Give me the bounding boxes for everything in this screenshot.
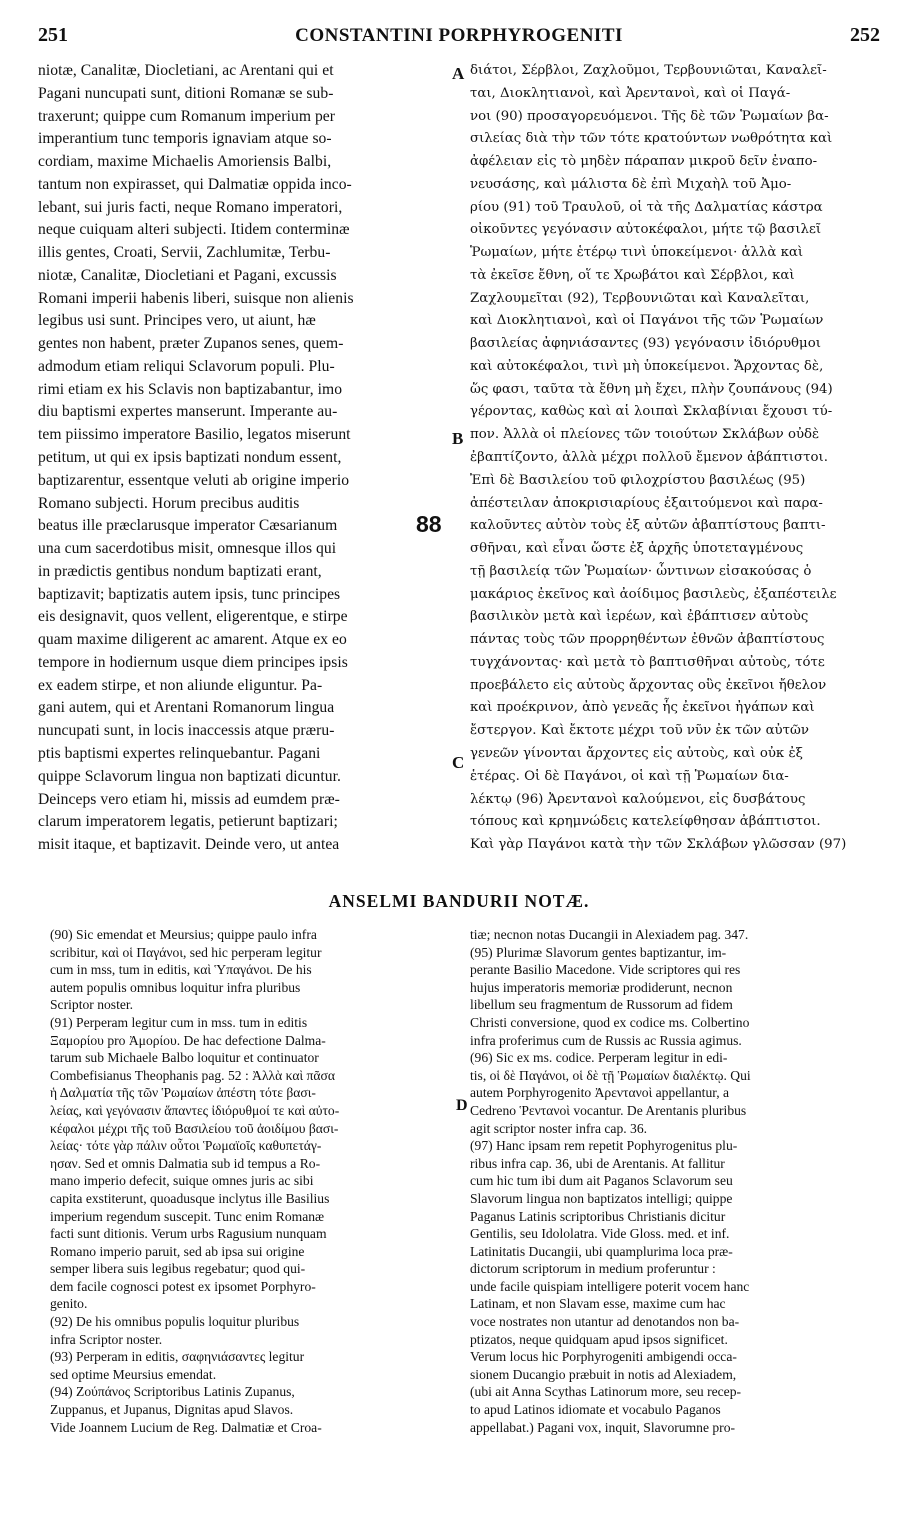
- greek-text-line: καὶ προέκρινον, ἀπὸ γενεᾶς ἧς ἐκεῖνοι ἠγάπων καὶ: [470, 700, 815, 716]
- latin-text-line: imperantium tunc temporis ignaviam atque so-: [38, 130, 332, 148]
- greek-text-line: τόπους καὶ κρημνώδεις κατελείφθησαν ἀβάπτιστοι.: [470, 814, 821, 830]
- note-line: Latinitatis Ducangii, ubi quamplurima loca præ-: [470, 1243, 733, 1259]
- greek-text-line: Ἐπὶ δὲ Βασιλείου τοῦ φιλοχρίστου βασιλέως (95): [470, 472, 806, 488]
- latin-text-line: quam maxime diligerent ac amarent. Atque ex eo: [38, 631, 347, 649]
- latin-text-line: lebant, sui juris facti, neque Romano imperatori,: [38, 198, 343, 216]
- greek-text-line: ὥς φασι, ταῦτα τὰ ἔθνη μὴ ἔχει, πλὴν ζουπάνους (94): [470, 381, 833, 397]
- greek-text-line: νοι (90) προσαγορευόμενοι. Τῆς δὲ τῶν Ῥωμαίων βα-: [470, 108, 829, 124]
- greek-text-column: [470, 60, 882, 857]
- greek-text-line: τῇ βασιλείᾳ τῶν Ῥωμαίων· ὧντινων εἰσακούσας ὁ: [470, 563, 812, 579]
- greek-text-line: γέροντας, καθὼς καὶ αἱ λοιπαὶ Σκλαβίνιαι ἔχουσι τύ-: [470, 404, 833, 420]
- note-line: capita exstiterunt, quoadusque inclytus ille Basilius: [50, 1190, 330, 1206]
- latin-text-line: ptis baptismi expertes relinquebantur. Pagani: [38, 744, 321, 762]
- note-line: imperium regendum suscepit. Tunc enim Romanæ: [50, 1208, 325, 1224]
- latin-text-line: Romani imperii habenis liberi, suisque non alienis: [38, 289, 354, 307]
- greek-text-line: ρίου (91) τοῦ Τραυλοῦ, οἱ τὰ τῆς Δαλματίας κάστρα: [470, 199, 823, 215]
- note-line: autem populis omnibus loquitur infra pluribus: [50, 979, 301, 995]
- latin-text-line: beatus ille præclarusque imperator Cæsarianum: [38, 517, 338, 535]
- note-line: λείας, καὶ γεγόνασιν ἅπαντες ἰδιόρυθμοί τε καὶ αὐτο-: [50, 1102, 340, 1118]
- latin-text-line: tem piissimo imperatore Basilio, legatos miserunt: [38, 426, 351, 444]
- note-line: dem facile cognosci potest ex ipsomet Porphyro-: [50, 1278, 316, 1294]
- note-line: ησαν. Sed et omnis Dalmatia sub id tempus a Ro-: [50, 1155, 321, 1171]
- latin-text-line: traxerunt; quippe cum Romanum imperium per: [38, 107, 336, 125]
- note-line: Ξαμορίου pro Ἀμορίου. De hac defectione Dalma-: [50, 1032, 326, 1048]
- note-line: semper libera suis legibus regebatur; quod qui-: [50, 1261, 306, 1277]
- greek-text-line: βασιλείας ἀφηνιάσαντες (93) γεγόνασιν ἰδιόρυθμοι: [470, 336, 821, 352]
- latin-text-line: Pagani nuncupati sunt, ditioni Romanæ se sub-: [38, 84, 334, 102]
- greek-text-line: νευσάσης, καὶ μάλιστα δὲ ἐπὶ Μιχαὴλ τοῦ Ἀμο-: [470, 176, 792, 192]
- greek-text-line: Ῥωμαίων, μήτε ἑτέρῳ τινὶ ὑποκείμενοι· ἀλλὰ καὶ: [470, 245, 804, 261]
- note-line: Vide Joannem Lucium de Reg. Dalmatiæ et Croa-: [50, 1419, 322, 1435]
- latin-text-line: gani autem, qui et Arentani Romanorum lingua: [38, 699, 335, 717]
- margin-page-number: 88: [416, 511, 442, 537]
- note-line: ἡ Δαλματία τῆς τῶν Ῥωμαίων ἀπέστη τότε βασι-: [50, 1085, 316, 1101]
- greek-text-line: διάτοι, Σέρβλοι, Ζαχλοῦμοι, Τερβουνιῶται, Καναλεῖ-: [470, 63, 827, 78]
- note-line: κέφαλοι μέχρι τῆς τοῦ Βασιλείου τοῦ ἀοιδίμου βασι-: [50, 1120, 339, 1136]
- notes-right-column: [470, 926, 882, 1436]
- latin-text-line: baptizavit; baptizatis autem ipsis, tunc principes: [38, 585, 341, 603]
- greek-text-line: πον. Ἀλλὰ οἱ πλείονες τῶν τοιούτων Σκλάβων οὐδὲ: [470, 427, 820, 443]
- latin-text-line: legibus usi sunt. Principes vero, ut aiunt, hæ: [38, 312, 316, 330]
- note-line: unde facile quispiam intelligere poterit vocem hanc: [470, 1278, 750, 1294]
- note-line: facti sunt ditionis. Verum urbs Ragusium nunquam: [50, 1226, 327, 1242]
- greek-text-line: λέκτῳ (96) Ἀρεντανοὶ καλούμενοι, εἰς δυσβάτους: [470, 791, 806, 807]
- note-line: sionem Ducangio præbuit in notis ad Alexiadem,: [470, 1366, 737, 1382]
- note-line: sed optime Meursius emendat.: [50, 1366, 217, 1382]
- section-marker-b: B: [452, 429, 464, 448]
- greek-text-line: ἔστεργον. Καὶ ἔκτοτε μέχρι τοῦ νῦν ἐκ τῶν αὐτῶν: [470, 723, 809, 739]
- note-line: tarum sub Michaele Balbo loquitur et continuator: [50, 1050, 319, 1066]
- note-line: Romano imperio paruit, sed ab ipsa sui origine: [50, 1243, 305, 1259]
- latin-text-line: tantum non expirasset, qui Dalmatiæ oppida inco-: [38, 175, 352, 193]
- greek-text-line: μακάριος ἐκεῖνος καὶ ἀοίδιμος βασιλεὺς, ἐξαπέστειλε: [470, 586, 837, 602]
- note-line: dictorum scriptorum in medium proferuntur :: [470, 1261, 716, 1277]
- note-line: Scriptor noster.: [50, 997, 134, 1013]
- note-line: (96) Sic ex ms. codice. Perperam legitur in edi-: [470, 1050, 728, 1066]
- note-line: Paganus Latinis scriptoribus Christianis dicitur: [470, 1208, 726, 1224]
- section-marker-c: C: [452, 753, 465, 772]
- note-line: appellabat.) Pagani vox, inquit, Slavorumne pro-: [470, 1419, 736, 1435]
- latin-text-line: rimi etiam ex his Sclavis non baptizabantur, imo: [38, 380, 343, 398]
- note-line: to apud Latinos idiomate et vocabulo Paganos: [470, 1402, 721, 1418]
- greek-text-line: τὰ ἐκεῖσε ἔθνη, οἵ τε Χρωβάτοι καὶ Σέρβλοι, καὶ: [470, 267, 795, 283]
- note-line: ptizatos, neque quidquam apud ipsos significet.: [470, 1331, 728, 1347]
- latin-text-line: misit itaque, et baptizavit. Deinde vero, ut antea: [38, 836, 340, 854]
- latin-text-line: tempore in hodiernum usque diem principes ipsis: [38, 653, 348, 671]
- note-line: (94) Ζούπάνος Scriptoribus Latinis Zupanus,: [50, 1384, 295, 1400]
- latin-text-line: admodum etiam reliqui Sclavorum populi. Plu-: [38, 357, 335, 375]
- note-line: mano imperio defecit, suique omnes juris ac sibi: [50, 1173, 314, 1189]
- note-line: Cedreno Ῥεντανοὶ vocantur. De Arentanis pluribus: [470, 1102, 747, 1118]
- note-line: λείας· τότε γὰρ πάλιν οὗτοι Ῥωμαϊοῖς καθυπετάγ-: [50, 1138, 322, 1154]
- greek-text-line: ἐβαπτίζοντο, ἀλλὰ μέχρι πολλοῦ ἔμενον ἀβάπτιστοι.: [470, 450, 828, 466]
- note-line: Gentilis, seu Idololatra. Vide Gloss. med. et inf.: [470, 1226, 730, 1242]
- note-line: ribus infra cap. 36, ubi de Arentanis. At fallitur: [470, 1155, 725, 1171]
- page-number-left: 251: [38, 24, 68, 46]
- latin-text-line: una cum sacerdotibus misit, omnesque illos qui: [38, 540, 337, 558]
- note-line: (91) Perperam legitur cum in mss. tum in editis: [50, 1014, 308, 1030]
- latin-text-line: gentes non habent, præter Zupanos senes, quem-: [38, 335, 344, 353]
- greek-text-line: καὶ αὐτοκέφαλοι, τινὶ μὴ ὑποκείμενοι. Ἄρχοντας δὲ,: [470, 358, 824, 374]
- note-line: tiæ; necnon notas Ducangii in Alexiadem pag. 347.: [470, 927, 749, 942]
- note-line: Zuppanus, et Jupanus, Dignitas apud Slavos.: [50, 1402, 294, 1418]
- notes-title: ANSELMI BANDURII NOTÆ.: [328, 891, 590, 911]
- greek-text-line: ἑτέρας. Οἱ δὲ Παγάνοι, οἱ καὶ τῇ Ῥωμαίων δια-: [470, 768, 789, 784]
- note-line: autem Porphyrogenito Ἀρεντανοὶ appellantur, a: [470, 1085, 730, 1101]
- latin-text-line: in prædictis gentibus nondum baptizati erant,: [38, 562, 322, 580]
- note-line: (90) Sic emendat et Meursius; quippe paulo infra: [50, 927, 317, 942]
- greek-text-line: σιλείας διὰ τὴν τῶν τότε κρατούντων νωθρότητα καὶ: [470, 131, 833, 147]
- latin-text-line: Deinceps vero etiam hi, missis ad eumdem præ-: [38, 790, 340, 808]
- note-line: cum hic tum ibi dum ait Paganos Sclavorum seu: [470, 1173, 733, 1189]
- latin-text-line: quippe Sclavorum lingua non baptizati dicuntur.: [38, 767, 341, 785]
- running-title: CONSTANTINI PORPHYROGENITI: [295, 25, 623, 46]
- running-header: [38, 24, 880, 50]
- greek-text-line: Καὶ γὰρ Παγάνοι κατὰ τὴν τῶν Σκλάβων γλῶσσαν (97): [470, 837, 847, 853]
- greek-text-line: πάντας τοὺς τῶν προρρηθέντων ἐθνῶν ἀβαπτίστους: [470, 632, 825, 648]
- note-line: infra proferimus cum de Russis ac Russia agimus.: [470, 1032, 742, 1048]
- greek-text-line: βασιλικὸν μετὰ καὶ ἱερέων, καὶ ἐβάπτισεν αὐτοὺς: [470, 609, 809, 625]
- note-line: infra Scriptor noster.: [50, 1331, 163, 1347]
- note-line: Christi conversione, quod ex codice ms. Colbertino: [470, 1014, 750, 1030]
- greek-text-line: ἀφέλειαν εἰς τὸ μηδὲν πάραπαν μικροῦ δεῖν ἐναπο-: [470, 154, 818, 170]
- latin-text-line: clarum imperatorem legatis, petierunt baptizari;: [38, 813, 338, 831]
- latin-text-line: eis designavit, quos vellent, eligerentque, e stirpe: [38, 608, 348, 626]
- note-line: scribitur, καὶ οἱ Παγάνοι, sed hic perperam legitur: [50, 944, 322, 960]
- greek-text-line: προεβάλετο εἰς αὐτοὺς ἄρχοντας οὓς ἐκεῖνοι ἤθελον: [470, 677, 827, 693]
- latin-text-line: nuncupati sunt, in locis inaccessis atque præru-: [38, 722, 335, 740]
- latin-text-column: [38, 60, 451, 857]
- greek-text-line: καλοῦντες αὐτὸν τοὺς ἐξ αὐτῶν ἀβαπτίστους βαπτι-: [470, 518, 826, 534]
- section-marker-a: A: [452, 64, 465, 83]
- note-line: agit scriptor noster infra cap. 36.: [470, 1120, 648, 1136]
- latin-text-line: diu baptismi expertes manserunt. Imperante au-: [38, 403, 338, 421]
- greek-text-line: τυγχάνοντας· καὶ μετὰ τὸ βαπτισθῆναι αὐτοὺς, τότε: [470, 654, 825, 670]
- note-line: cum in mss, tum in editis, καὶ Ὑπαγάνοι. De his: [50, 962, 312, 978]
- latin-text-line: cordiam, maxime Michaelis Amoriensis Balbi,: [38, 153, 332, 171]
- note-line: hujus imperatoris memoriæ prodiderunt, necnon: [470, 979, 733, 995]
- note-line: tis, οἱ δὲ Παγάνοι, οἱ δὲ τῇ Ῥωμαίων διαλέκτῳ. Qui: [470, 1067, 751, 1083]
- note-line: (92) De his omnibus populis loquitur pluribus: [50, 1314, 300, 1330]
- note-line: (97) Hanc ipsam rem repetit Pophyrogenitus plu-: [470, 1138, 738, 1154]
- greek-text-line: οἰκοῦντες γεγόνασιν αὐτοκέφαλοι, μήτε τῷ βασιλεῖ: [470, 222, 822, 238]
- note-line: genito.: [50, 1296, 88, 1312]
- note-line: (95) Plurimæ Slavorum gentes baptizantur, im-: [470, 944, 727, 960]
- latin-text-line: neque cuiquam alteri subjecti. Itidem conterminæ: [38, 221, 350, 239]
- greek-text-line: ἀπέστειλαν ἀποκρισιαρίους ἐξαιτούμενοι καὶ παρα-: [470, 495, 823, 511]
- latin-text-line: niotæ, Canalitæ, Diocletiani et Pagani, excussis: [38, 266, 337, 284]
- section-marker-d: D: [456, 1097, 468, 1114]
- greek-text-line: Ζαχλουμεῖται (92), Τερβουνιῶται καὶ Καναλεῖται,: [470, 290, 810, 306]
- note-line: (ubi ait Anna Scythas Latinorum more, seu recep-: [470, 1384, 742, 1400]
- note-line: Slavorum lingua non baptizatos intelligi; quippe: [470, 1190, 733, 1206]
- greek-text-line: ται, Διοκλητιανοὶ, καὶ Ἀρεντανοὶ, καὶ οἱ Παγά-: [470, 85, 791, 101]
- latin-text-line: petitum, ut qui ex ipsis baptizati nondum essent,: [38, 449, 342, 467]
- note-line: libellum seu fragmentum de Russorum ad fidem: [470, 997, 733, 1013]
- note-line: Verum locus hic Porphyrogeniti ambigendi occa-: [470, 1349, 737, 1365]
- latin-text-line: niotæ, Canalitæ, Diocletiani, ac Arentani qui et: [38, 62, 334, 79]
- latin-text-line: Romano subjecti. Horum precibus auditis: [38, 494, 300, 512]
- notes-left-column: [50, 926, 450, 1436]
- latin-text-line: illis gentes, Croati, Servii, Zachlumitæ, Terbu-: [38, 244, 331, 262]
- latin-text-line: ex eadem stirpe, et non aliunde eliguntur. Pa-: [38, 676, 323, 694]
- latin-text-line: baptizarentur, essentque veluti ab origine imperio: [38, 471, 350, 489]
- note-line: perante Basilio Macedone. Vide scriptores qui res: [470, 962, 741, 978]
- greek-text-line: γενεῶν γίνονται ἄρχοντες εἰς αὐτοὺς, καὶ οὐκ ἐξ: [470, 745, 803, 761]
- note-line: Latinam, et non Slavam esse, maxime cum hac: [470, 1296, 726, 1312]
- note-line: (93) Perperam in editis, σαφηνιάσαντες legitur: [50, 1349, 305, 1365]
- greek-text-line: σθῆναι, καὶ εἶναι ὥστε ἐξ ἀρχῆς ὑποτεταγμένους: [470, 541, 804, 557]
- greek-text-line: καὶ Διοκλητιανοὶ, καὶ οἱ Παγάνοι τῆς τῶν Ῥωμαίων: [470, 313, 824, 329]
- page-number-right: 252: [850, 24, 880, 46]
- note-line: voce nostrates non utantur ad denotandos non ba-: [470, 1314, 740, 1330]
- note-line: Combefisianus Theophanis pag. 52 : Ἀλλὰ καὶ πᾶσα: [50, 1067, 335, 1083]
